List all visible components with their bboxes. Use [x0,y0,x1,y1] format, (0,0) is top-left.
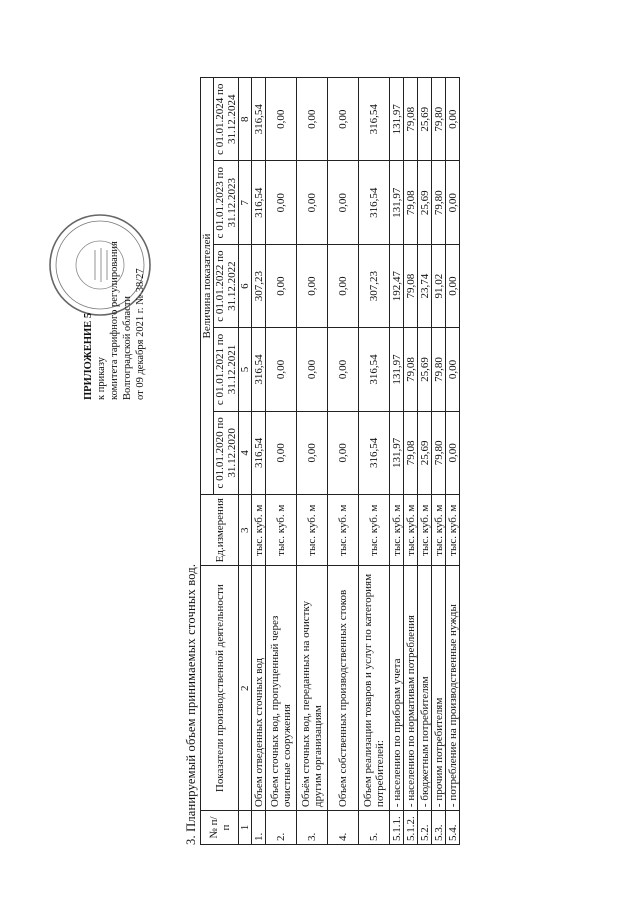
column-number: 6 [239,244,252,327]
row-value: 316,54 [359,411,390,494]
table-row [418,78,432,845]
row-value: 0,00 [446,161,460,244]
row-value: 0,00 [297,328,328,411]
appendix-line-3: Волгоградской области [122,295,133,400]
row-name: - населению по приборам учета [390,566,404,811]
row-value: 0,00 [328,161,359,244]
row-unit: тыс. куб. м [418,495,432,566]
row-value: 316,54 [252,411,266,494]
table-row [404,78,418,845]
row-value: 0,00 [266,78,297,161]
row-unit: тыс. куб. м [328,495,359,566]
row-unit: тыс. куб. м [297,495,328,566]
row-value: 0,00 [446,411,460,494]
table-row [297,78,328,845]
col-header-period: с 01.01.2022 по 31.12.2022 [214,244,239,327]
row-value: 0,00 [266,161,297,244]
column-number-row [239,78,252,845]
row-value: 0,00 [297,161,328,244]
row-number: 3. [297,811,328,845]
table-row [266,78,297,845]
appendix-line-2: комитета тарифного регулирования [109,241,120,400]
row-value: 0,00 [446,78,460,161]
row-number: 5.3. [432,811,446,845]
row-number: 5.1.1. [390,811,404,845]
row-value: 0,00 [297,244,328,327]
column-number: 7 [239,161,252,244]
table-row [446,78,460,845]
column-number: 2 [239,566,252,811]
col-header-name: Показатели производственной деятельности [201,566,239,811]
row-value: 307,23 [359,244,390,327]
col-header-no: № п/п [201,811,239,845]
row-value: 25,69 [418,78,432,161]
row-unit: тыс. куб. м [404,495,418,566]
row-value: 25,69 [418,411,432,494]
row-value: 0,00 [266,411,297,494]
row-unit: тыс. куб. м [390,495,404,566]
row-value: 0,00 [297,411,328,494]
row-unit: тыс. куб. м [432,495,446,566]
row-value: 25,69 [418,328,432,411]
row-name: Объем реализации товаров и услуг по категориям потребителей: [359,566,390,811]
row-value: 131,97 [390,411,404,494]
column-number: 4 [239,411,252,494]
row-value: 79,80 [432,78,446,161]
row-value: 0,00 [297,78,328,161]
table-row [328,78,359,845]
table-row [359,78,390,845]
row-value: 25,69 [418,161,432,244]
row-value: 316,54 [359,328,390,411]
row-number: 5. [359,811,390,845]
row-value: 79,80 [432,411,446,494]
appendix-line-1: к приказу [96,357,107,400]
row-value: 0,00 [266,244,297,327]
row-value: 316,54 [359,78,390,161]
table-row [252,78,266,845]
col-header-period: с 01.01.2024 по 31.12.2024 [214,78,239,161]
col-header-period: с 01.01.2021 по 31.12.2021 [214,328,239,411]
row-number: 4. [328,811,359,845]
row-value: 0,00 [328,411,359,494]
row-value: 192,47 [390,244,404,327]
row-value: 307,23 [252,244,266,327]
row-value: 0,00 [328,244,359,327]
row-name: - прочим потребителям [432,566,446,811]
col-header-period: с 01.01.2023 по 31.12.2023 [214,161,239,244]
row-value: 91,02 [432,244,446,327]
row-number: 2. [266,811,297,845]
row-unit: тыс. куб. м [266,495,297,566]
row-value: 79,80 [432,161,446,244]
column-number: 8 [239,78,252,161]
column-number: 3 [239,495,252,566]
table-row [390,78,404,845]
row-value: 316,54 [252,328,266,411]
row-unit: тыс. куб. м [446,495,460,566]
row-unit: тыс. куб. м [252,495,266,566]
col-header-unit: Ед.измерения [201,495,239,566]
appendix-header [82,100,147,400]
row-value: 316,54 [359,161,390,244]
row-value: 0,00 [328,78,359,161]
row-name: Объем сточных вод, пропущенный через очистные сооружения [266,566,297,811]
row-name: Объём сточных вод, переданных на очистку другим организациям [297,566,328,811]
row-unit: тыс. куб. м [359,495,390,566]
row-number: 5.2. [418,811,432,845]
row-name: - потребление на производственные нужды [446,566,460,811]
table-row [432,78,446,845]
section-heading: 3. Планируемый объем принимаемых сточных вод. [184,563,198,845]
row-name: Объем собственных производственных стоков [328,566,359,811]
appendix-title: ПРИЛОЖЕНИЕ 5 [83,312,94,400]
row-value: 0,00 [446,244,460,327]
wastewater-volume-table [200,77,460,845]
row-value: 79,08 [404,161,418,244]
row-value: 131,97 [390,328,404,411]
row-value: 79,08 [404,411,418,494]
row-value: 79,80 [432,328,446,411]
col-header-group: Величина показателей [201,78,214,495]
row-number: 5.1.2. [404,811,418,845]
row-value: 131,97 [390,78,404,161]
row-name: Объем отведенных сточных вод [252,566,266,811]
row-name: - бюджетным потребителям [418,566,432,811]
row-number: 5.4. [446,811,460,845]
column-number: 5 [239,328,252,411]
row-value: 316,54 [252,161,266,244]
row-value: 0,00 [328,328,359,411]
row-value: 79,08 [404,244,418,327]
row-value: 131,97 [390,161,404,244]
row-value: 0,00 [446,328,460,411]
row-name: - населению по нормативам потребления [404,566,418,811]
row-value: 0,00 [266,328,297,411]
column-number: 1 [239,811,252,845]
row-value: 316,54 [252,78,266,161]
row-number: 1. [252,811,266,845]
row-value: 23,74 [418,244,432,327]
col-header-period: с 01.01.2020 по 31.12.2020 [214,411,239,494]
appendix-line-4: от 09 декабря 2021 г. № 38/27 [135,268,146,400]
row-value: 79,08 [404,328,418,411]
row-value: 79,08 [404,78,418,161]
